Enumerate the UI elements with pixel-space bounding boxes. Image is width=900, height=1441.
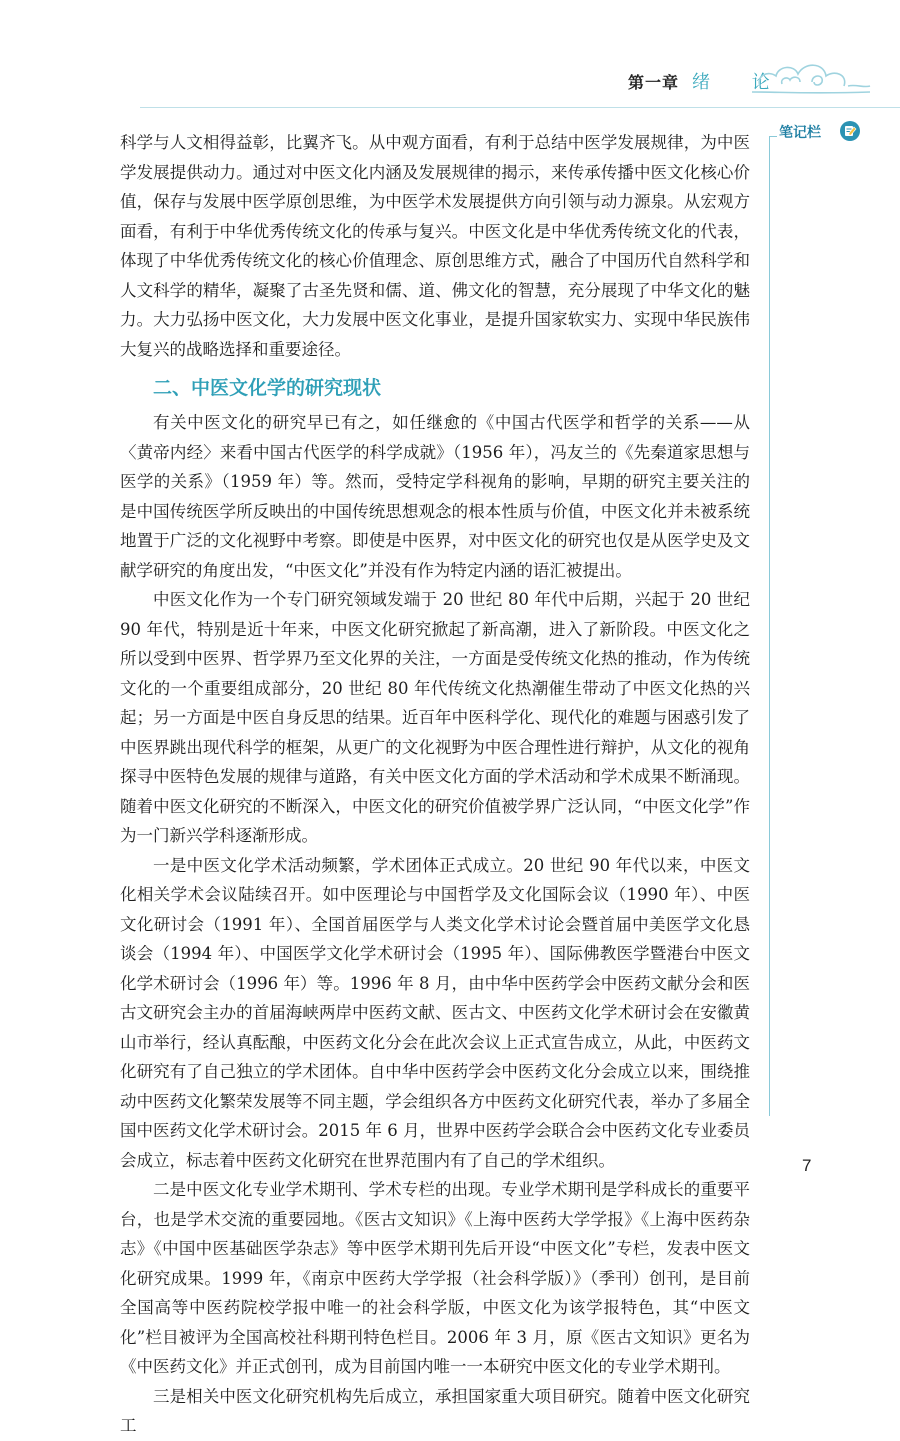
paragraph-journals: 二是中医文化专业学术期刊、学术专栏的出现。专业学术期刊是学科成长的重要平台，也是学术交流的重要园地。《医古文知识》《上海中医药大学学报》《上海中医药杂志》《中国中医基础医学杂志》等中医学术期刊先后开设“中医文化”专栏，发表中医文化研究成果。1999 年，《南京中医药大学学报（社会科学版）》（季刊）创刊，是目前全国高等中医药院校学报中唯一的社会科学版，中医文化为该学报特色，其“中医文化”栏目被评为全国高校社科期刊特色栏目。2006 年 3 月，原《医古文知识》更名为《中医药文化》并正式创刊，成为目前国内唯一一本研究中医文化的专业学术期刊。: [120, 1180, 750, 1376]
section-heading: 二、中医文化学的研究现状: [153, 377, 382, 399]
paragraph-early-research: 有关中医文化的研究早已有之，如任继愈的《中国古代医学和哲学的关系——从〈黄帝内经〉来看中国古代医学的科学成就》（1956 年），冯友兰的《先秦道家思想与医学的关系》（1959 年）等。然而，受特定学科视角的影响，早期的研究主要关注的是中国传统医学所反映出的中国传统思想观念的根本性质与价值，中医文化并未被系统地置于广泛的文化视野中考察。即使是中医界，对中医文化的研究也仅是从医学史及文献学研究的角度出发，“中医文化”并没有作为特定内涵的语汇被提出。: [120, 413, 750, 580]
paragraph-academic-activities: 一是中医文化学术活动频繁，学术团体正式成立。20 世纪 90 年代以来，中医文化相关学术会议陆续召开。如中医理论与中国哲学及文化国际会议（1990 年）、中医文化研讨会（1991 年）、全国首届医学与人类文化学术讨论会暨首届中美医学文化恳谈会（1994 年）、中国医学文化学术研讨会（1995 年）、国际佛教医学暨港台中医文化学术研讨会（1996 年）等。1996 年 8 月，由中华中医药学会中医药文献分会和医古文研究会主办的首届海峡两岸中医药文献、医古文、中医药文化学术研讨会在安徽黄山市举行，经认真酝酿，中医药文化分会在此次会议上正式宣告成立，从此，中医药文化研究有了自己独立的学术团体。自中华中医药学会中医药文化分会成立以来，围绕推动中医药文化繁荣发展等不同主题，学会组织各方中医药文化研究代表，举办了多届全国中医药文化学术研讨会。2015 年 6 月，世界中医药学会联合会中医药文化专业委员会成立，标志着中医药文化研究在世界范围内有了自己的学术组织。: [120, 855, 750, 1170]
paragraph-field-origin: 中医文化作为一个专门研究领域发端于 20 世纪 80 年代中后期，兴起于 20 世纪 90 年代，特别是近十年来，中医文化研究掀起了新高潮，进入了新阶段。中医文化之所以受到中医界、哲学界乃至文化界的关注，一方面是受传统文化热的推动，作为传统文化的一个重要组成部分，20 世纪 80 年代传统文化热潮催生带动了中医文化热的兴起；另一方面是中医自身反思的结果。近百年中医科学化、现代化的难题与困惑引发了中医界跳出现代科学的框架，从更广的文化视野为中医合理性进行辩护，从文化的视角探寻中医特色发展的规律与道路，有关中医文化方面的学术活动和学术成果不断涌现。随着中医文化研究的不断深入，中医文化的研究价值被学界广泛认同，“中医文化学”作为一门新兴学科逐渐形成。: [120, 590, 750, 845]
paragraph-research-institutions: 三是相关中医文化研究机构先后成立，承担国家重大项目研究。随着中医文化研究工: [120, 1386, 750, 1435]
notes-column: [769, 118, 899, 1118]
notes-label: 笔记栏: [779, 125, 821, 141]
page-header: [0, 0, 900, 112]
chapter-title: 绪 论: [692, 72, 788, 93]
main-content: [120, 128, 750, 1441]
paragraph-intro-continuation: 科学与人文相得益彰，比翼齐飞。从中观方面看，有利于总结中医学发展规律，为中医学发展提供动力。通过对中医文化内涵及发展规律的揭示，来传承传播中医文化核心价值，保存与发展中医学原创思维，为中医学术发展提供方向引领与动力源泉。从宏观方面看，有利于中华优秀传统文化的传承与复兴。中医文化是中华优秀传统文化的代表，体现了中华优秀传统文化的核心价值理念、原创思维方式，融合了中国历代自然科学和人文科学的精华，凝聚了古圣先贤和儒、道、佛文化的智慧，充分展现了中华文化的魅力。大力弘扬中医文化，大力发展中医文化事业，是提升国家软实力、实现中华民族伟大复兴的战略选择和重要途径。: [120, 133, 750, 359]
chapter-label: 第一章: [628, 73, 680, 92]
header-divider: [140, 107, 900, 108]
notes-divider: [769, 136, 770, 1116]
notebook-pencil-icon: [839, 120, 861, 142]
cloud-ornament-icon: [752, 46, 872, 101]
notes-divider-top: [769, 136, 777, 137]
page-number: 7: [802, 1156, 812, 1175]
